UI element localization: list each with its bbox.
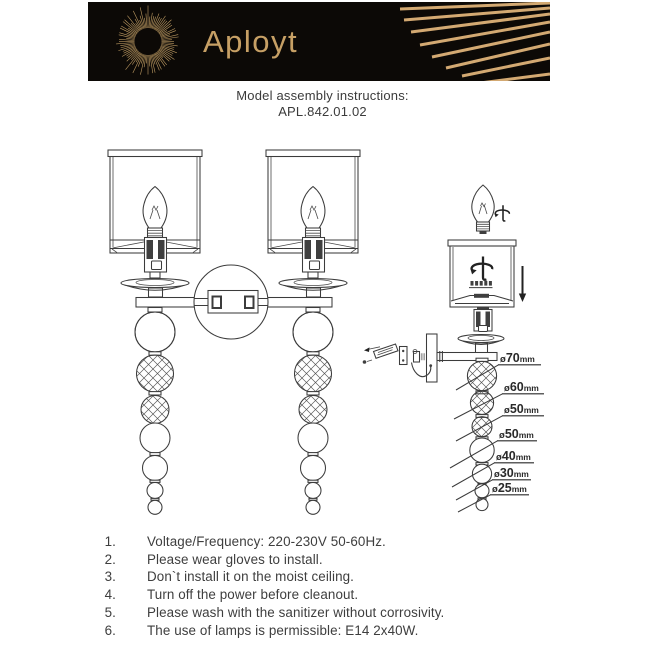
instruction-number: 6. [104, 622, 116, 638]
dimension-label: ø60mm [504, 380, 539, 394]
instruction-text: Don`t install it on the moist ceiling. [147, 569, 354, 585]
instruction-item [102, 568, 444, 586]
instruction-number: 3. [104, 569, 116, 585]
brand-name: Aployt [203, 24, 299, 59]
rotate-shade-icon [470, 257, 492, 280]
instructions-list [102, 533, 444, 639]
instruction-number: 2. [104, 551, 116, 567]
corner-rays-icon [370, 2, 550, 81]
brand-header [88, 2, 550, 81]
instruction-text: Please wear gloves to install. [147, 551, 323, 567]
instruction-text: The use of lamps is permissible: E14 2x40W. [147, 622, 419, 638]
dimension-label: ø50mm [499, 427, 534, 441]
dimension-label: ø25mm [492, 481, 527, 495]
sconce-arm-left [108, 150, 202, 514]
rotate-bulb-icon [494, 205, 509, 221]
starburst-logo-icon [88, 2, 208, 81]
instruction-number: 4. [104, 587, 116, 603]
slide-down-arrow-icon [519, 266, 526, 302]
instruction-item [102, 622, 444, 640]
socket-thread-marks [469, 281, 493, 288]
instruction-item [102, 604, 444, 622]
subtitle-line1: Model assembly instructions: [236, 88, 409, 103]
dimension-label: ø50mm [504, 402, 539, 416]
sconce-front-view [108, 150, 360, 514]
dimension-label: ø70mm [500, 351, 535, 365]
instruction-item [102, 551, 444, 569]
instruction-item [102, 533, 444, 551]
instruction-text: Please wash with the sanitizer without corrosivity. [147, 604, 445, 620]
instruction-text: Turn off the power before cleanout. [147, 587, 359, 603]
model-code: APL.842.01.02 [278, 103, 367, 119]
instruction-number: 5. [104, 604, 116, 620]
detail-callout-circle [194, 265, 268, 339]
subtitle-block [90, 88, 555, 119]
instruction-text: Voltage/Frequency: 220-230V 50-60Hz. [147, 534, 386, 549]
dimension-label: ø40mm [496, 449, 531, 463]
sconce-arm-right [266, 150, 360, 514]
assembly-diagram [85, 130, 565, 530]
exploded-side-view [363, 185, 544, 512]
instruction-item [102, 586, 444, 604]
instruction-number: 1. [104, 534, 116, 549]
dimension-label: ø30mm [494, 466, 529, 480]
